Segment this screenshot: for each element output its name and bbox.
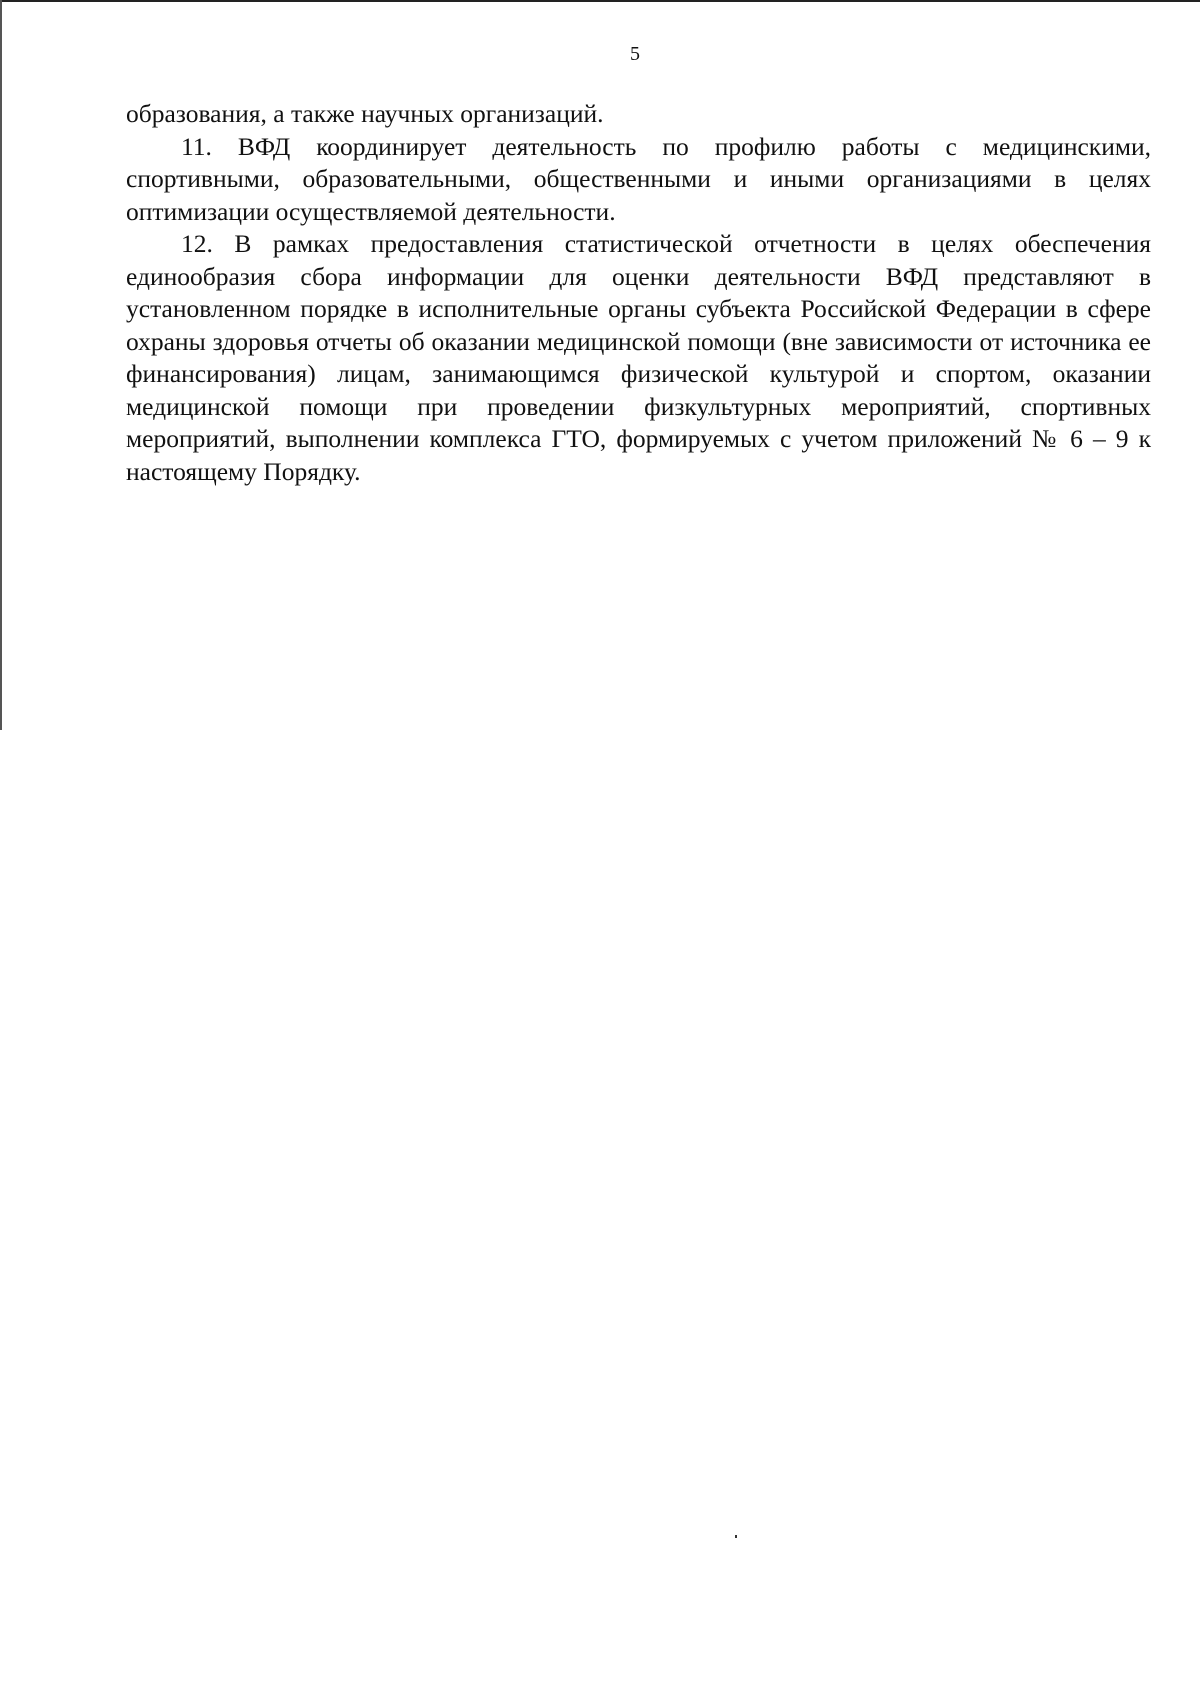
scan-speck [735, 1535, 737, 1538]
paragraph-continuation: образования, а также научных организаций. [126, 99, 604, 128]
scan-left-edge [0, 0, 2, 730]
document-body [126, 98, 1151, 488]
paragraph-12: 12. В рамках предоставления статистической отчетности в целях обеспечения единообразия сбора информации для оценки деятельности ВФД представляют в установленном порядке в исполнительные органы субъекта Российской Федерации в сфере охраны здоровья отчеты об оказании медицинской помощи (вне зависимости от источника ее финансирования) лицам, занимающимся физической культурой и спортом, оказании медицинской помощи при проведении физкультурных мероприятий, спортивных мероприятий, выполнении комплекса ГТО, формируемых с учетом приложений № 6 – 9 к настоящему Порядку. [126, 229, 1151, 486]
page-number: 5 [630, 43, 640, 65]
scan-top-border [0, 0, 1200, 2]
paragraph-11: 11. ВФД координирует деятельность по профилю работы с медицинскими, спортивными, образовательными, общественными и иными организациями в целях оптимизации осуществляемой деятельности. [126, 131, 1151, 226]
